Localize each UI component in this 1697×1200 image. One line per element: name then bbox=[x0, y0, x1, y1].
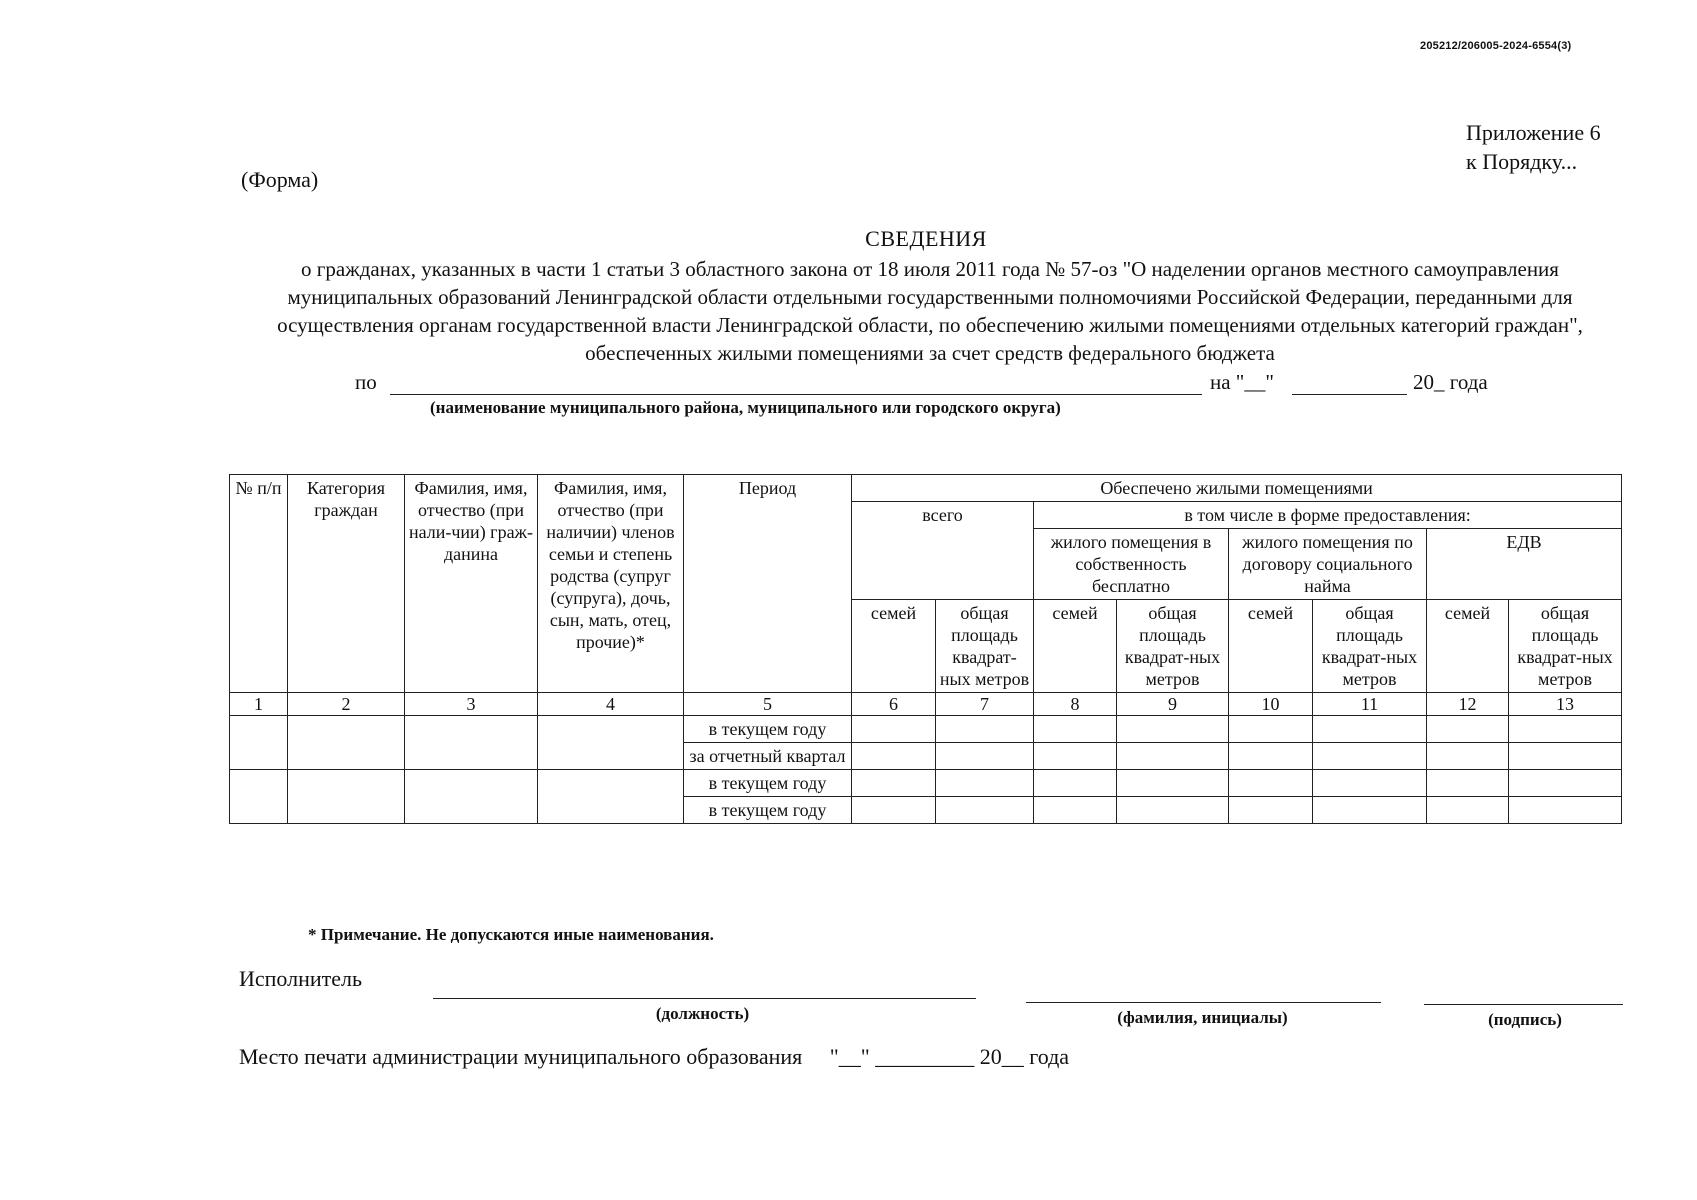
column-number: 11 bbox=[1313, 693, 1427, 716]
header-families: семей bbox=[1229, 600, 1313, 693]
district-blank bbox=[390, 394, 1202, 395]
period-label: в текущем году bbox=[684, 770, 852, 797]
cell-value[interactable] bbox=[936, 770, 1034, 797]
column-number: 4 bbox=[538, 693, 684, 716]
column-number: 9 bbox=[1117, 693, 1229, 716]
cell-value[interactable] bbox=[1034, 797, 1117, 824]
cell-family-members[interactable] bbox=[538, 716, 684, 770]
appendix-line-1: Приложение 6 bbox=[1466, 120, 1601, 145]
cell-value[interactable] bbox=[1427, 716, 1509, 743]
cell-value[interactable] bbox=[1117, 770, 1229, 797]
cell-value[interactable] bbox=[1427, 797, 1509, 824]
cell-value[interactable] bbox=[936, 743, 1034, 770]
cell-value[interactable] bbox=[1313, 797, 1427, 824]
cell-category[interactable] bbox=[288, 770, 405, 824]
column-number: 7 bbox=[936, 693, 1034, 716]
appendix-line-2: к Порядку... bbox=[1466, 149, 1578, 174]
cell-num[interactable] bbox=[230, 716, 288, 770]
period-label: в текущем году bbox=[684, 716, 852, 743]
cell-value[interactable] bbox=[1034, 716, 1117, 743]
cell-value[interactable] bbox=[1229, 716, 1313, 743]
cell-value[interactable] bbox=[1034, 743, 1117, 770]
appendix-note bbox=[1466, 118, 1666, 176]
cell-value[interactable] bbox=[1509, 743, 1622, 770]
position-line bbox=[433, 998, 976, 999]
cell-num[interactable] bbox=[230, 770, 288, 824]
cell-value[interactable] bbox=[1313, 743, 1427, 770]
header-num: № п/п bbox=[230, 475, 288, 693]
header-category: Категория граждан bbox=[288, 475, 405, 693]
housing-table bbox=[229, 474, 1622, 824]
document-id: 205212/206005-2024-6554(3) bbox=[1420, 40, 1572, 52]
year-label: 20_ года bbox=[1413, 370, 1488, 394]
cell-value[interactable] bbox=[1313, 770, 1427, 797]
header-families: семей bbox=[852, 600, 936, 693]
header-area: общая площадь квадрат-ных метров bbox=[1117, 600, 1229, 693]
cell-value[interactable] bbox=[1034, 770, 1117, 797]
cell-value[interactable] bbox=[936, 716, 1034, 743]
header-family-members: Фамилия, имя, отчество (при наличии) членов семьи и степень родства (супруг (супруга), дочь, сын, мать, отец, прочие)* bbox=[538, 475, 684, 693]
header-families: семей bbox=[1427, 600, 1509, 693]
name-line bbox=[1026, 1002, 1381, 1003]
cell-citizen-name[interactable] bbox=[405, 716, 538, 770]
po-label: по bbox=[355, 370, 377, 394]
cell-value[interactable] bbox=[1229, 743, 1313, 770]
cell-value[interactable] bbox=[852, 743, 936, 770]
header-provided: Обеспечено жилыми помещениями bbox=[852, 475, 1622, 502]
cell-citizen-name[interactable] bbox=[405, 770, 538, 824]
cell-value[interactable] bbox=[852, 716, 936, 743]
document-subject: о гражданах, указанных в части 1 статьи 3 областного закона от 18 июля 2011 года № 57-оз "О наделении органов местного самоуправления муниципальных образований Ленинградской области отдельными государственными полномочиями Российской Федерации, переданными для осуществления органам государственной власти Ленинградской области, по обеспечению жилыми помещениями отдельных категорий граждан", обеспеченных жилыми помещениями за счет средств федерального бюджета bbox=[277, 257, 1583, 365]
cell-value[interactable] bbox=[1509, 770, 1622, 797]
header-area: общая площадь квадрат-ных метров bbox=[1313, 600, 1427, 693]
cell-value[interactable] bbox=[936, 797, 1034, 824]
header-area: общая площадь квадрат-ных метров bbox=[1509, 600, 1622, 693]
month-blank bbox=[1292, 394, 1407, 395]
name-caption: (фамилия, инициалы) bbox=[1117, 1008, 1288, 1027]
header-area: общая площадь квадрат-ных метров bbox=[936, 600, 1034, 693]
district-line bbox=[355, 370, 1505, 398]
column-number: 2 bbox=[288, 693, 405, 716]
cell-value[interactable] bbox=[1117, 743, 1229, 770]
footnote: * Примечание. Не допускаются иные наименования. bbox=[308, 925, 714, 944]
executor-label: Исполнитель bbox=[239, 966, 363, 991]
column-number: 1 bbox=[230, 693, 288, 716]
period-label: за отчетный квартал bbox=[684, 743, 852, 770]
period-label: в текущем году bbox=[684, 797, 852, 824]
district-caption: (наименование муниципального района, муниципального или городского округа) bbox=[430, 398, 1061, 417]
header-period: Период bbox=[684, 475, 852, 693]
table-row bbox=[230, 770, 1622, 797]
cell-value[interactable] bbox=[1427, 770, 1509, 797]
cell-value[interactable] bbox=[1313, 716, 1427, 743]
cell-family-members[interactable] bbox=[538, 770, 684, 824]
cell-value[interactable] bbox=[1509, 797, 1622, 824]
cell-value[interactable] bbox=[1229, 770, 1313, 797]
document-title: СВЕДЕНИЯ bbox=[865, 226, 987, 251]
column-number: 6 bbox=[852, 693, 936, 716]
cell-value[interactable] bbox=[852, 797, 936, 824]
header-ownership: жилого помещения в собственность бесплатно bbox=[1034, 529, 1229, 600]
table-row bbox=[230, 716, 1622, 743]
header-citizen-name: Фамилия, имя, отчество (при нали-чии) граж-данина bbox=[405, 475, 538, 693]
header-incl: в том числе в форме предоставления: bbox=[1034, 502, 1622, 529]
column-number: 8 bbox=[1034, 693, 1117, 716]
cell-value[interactable] bbox=[1117, 716, 1229, 743]
cell-value[interactable] bbox=[852, 770, 936, 797]
column-number: 10 bbox=[1229, 693, 1313, 716]
header-edv: ЕДВ bbox=[1427, 529, 1622, 600]
signature-line bbox=[1424, 1004, 1623, 1005]
cell-value[interactable] bbox=[1229, 797, 1313, 824]
position-caption: (должность) bbox=[655, 1004, 750, 1023]
column-number: 3 bbox=[405, 693, 538, 716]
header-families: семей bbox=[1034, 600, 1117, 693]
date-label: на "__" bbox=[1210, 370, 1274, 394]
column-number: 13 bbox=[1509, 693, 1622, 716]
header-social: жилого помещения по договору социального найма bbox=[1229, 529, 1427, 600]
column-number: 12 bbox=[1427, 693, 1509, 716]
cell-value[interactable] bbox=[1117, 797, 1229, 824]
cell-value[interactable] bbox=[1509, 716, 1622, 743]
header-total: всего bbox=[852, 502, 1034, 600]
cell-category[interactable] bbox=[288, 716, 405, 770]
column-number: 5 bbox=[684, 693, 852, 716]
signature-caption: (подпись) bbox=[1488, 1010, 1562, 1029]
form-label: (Форма) bbox=[241, 167, 319, 192]
seal-line: Место печати администрации муниципального образования "__" _________ 20__ года bbox=[239, 1044, 1070, 1069]
cell-value[interactable] bbox=[1427, 743, 1509, 770]
